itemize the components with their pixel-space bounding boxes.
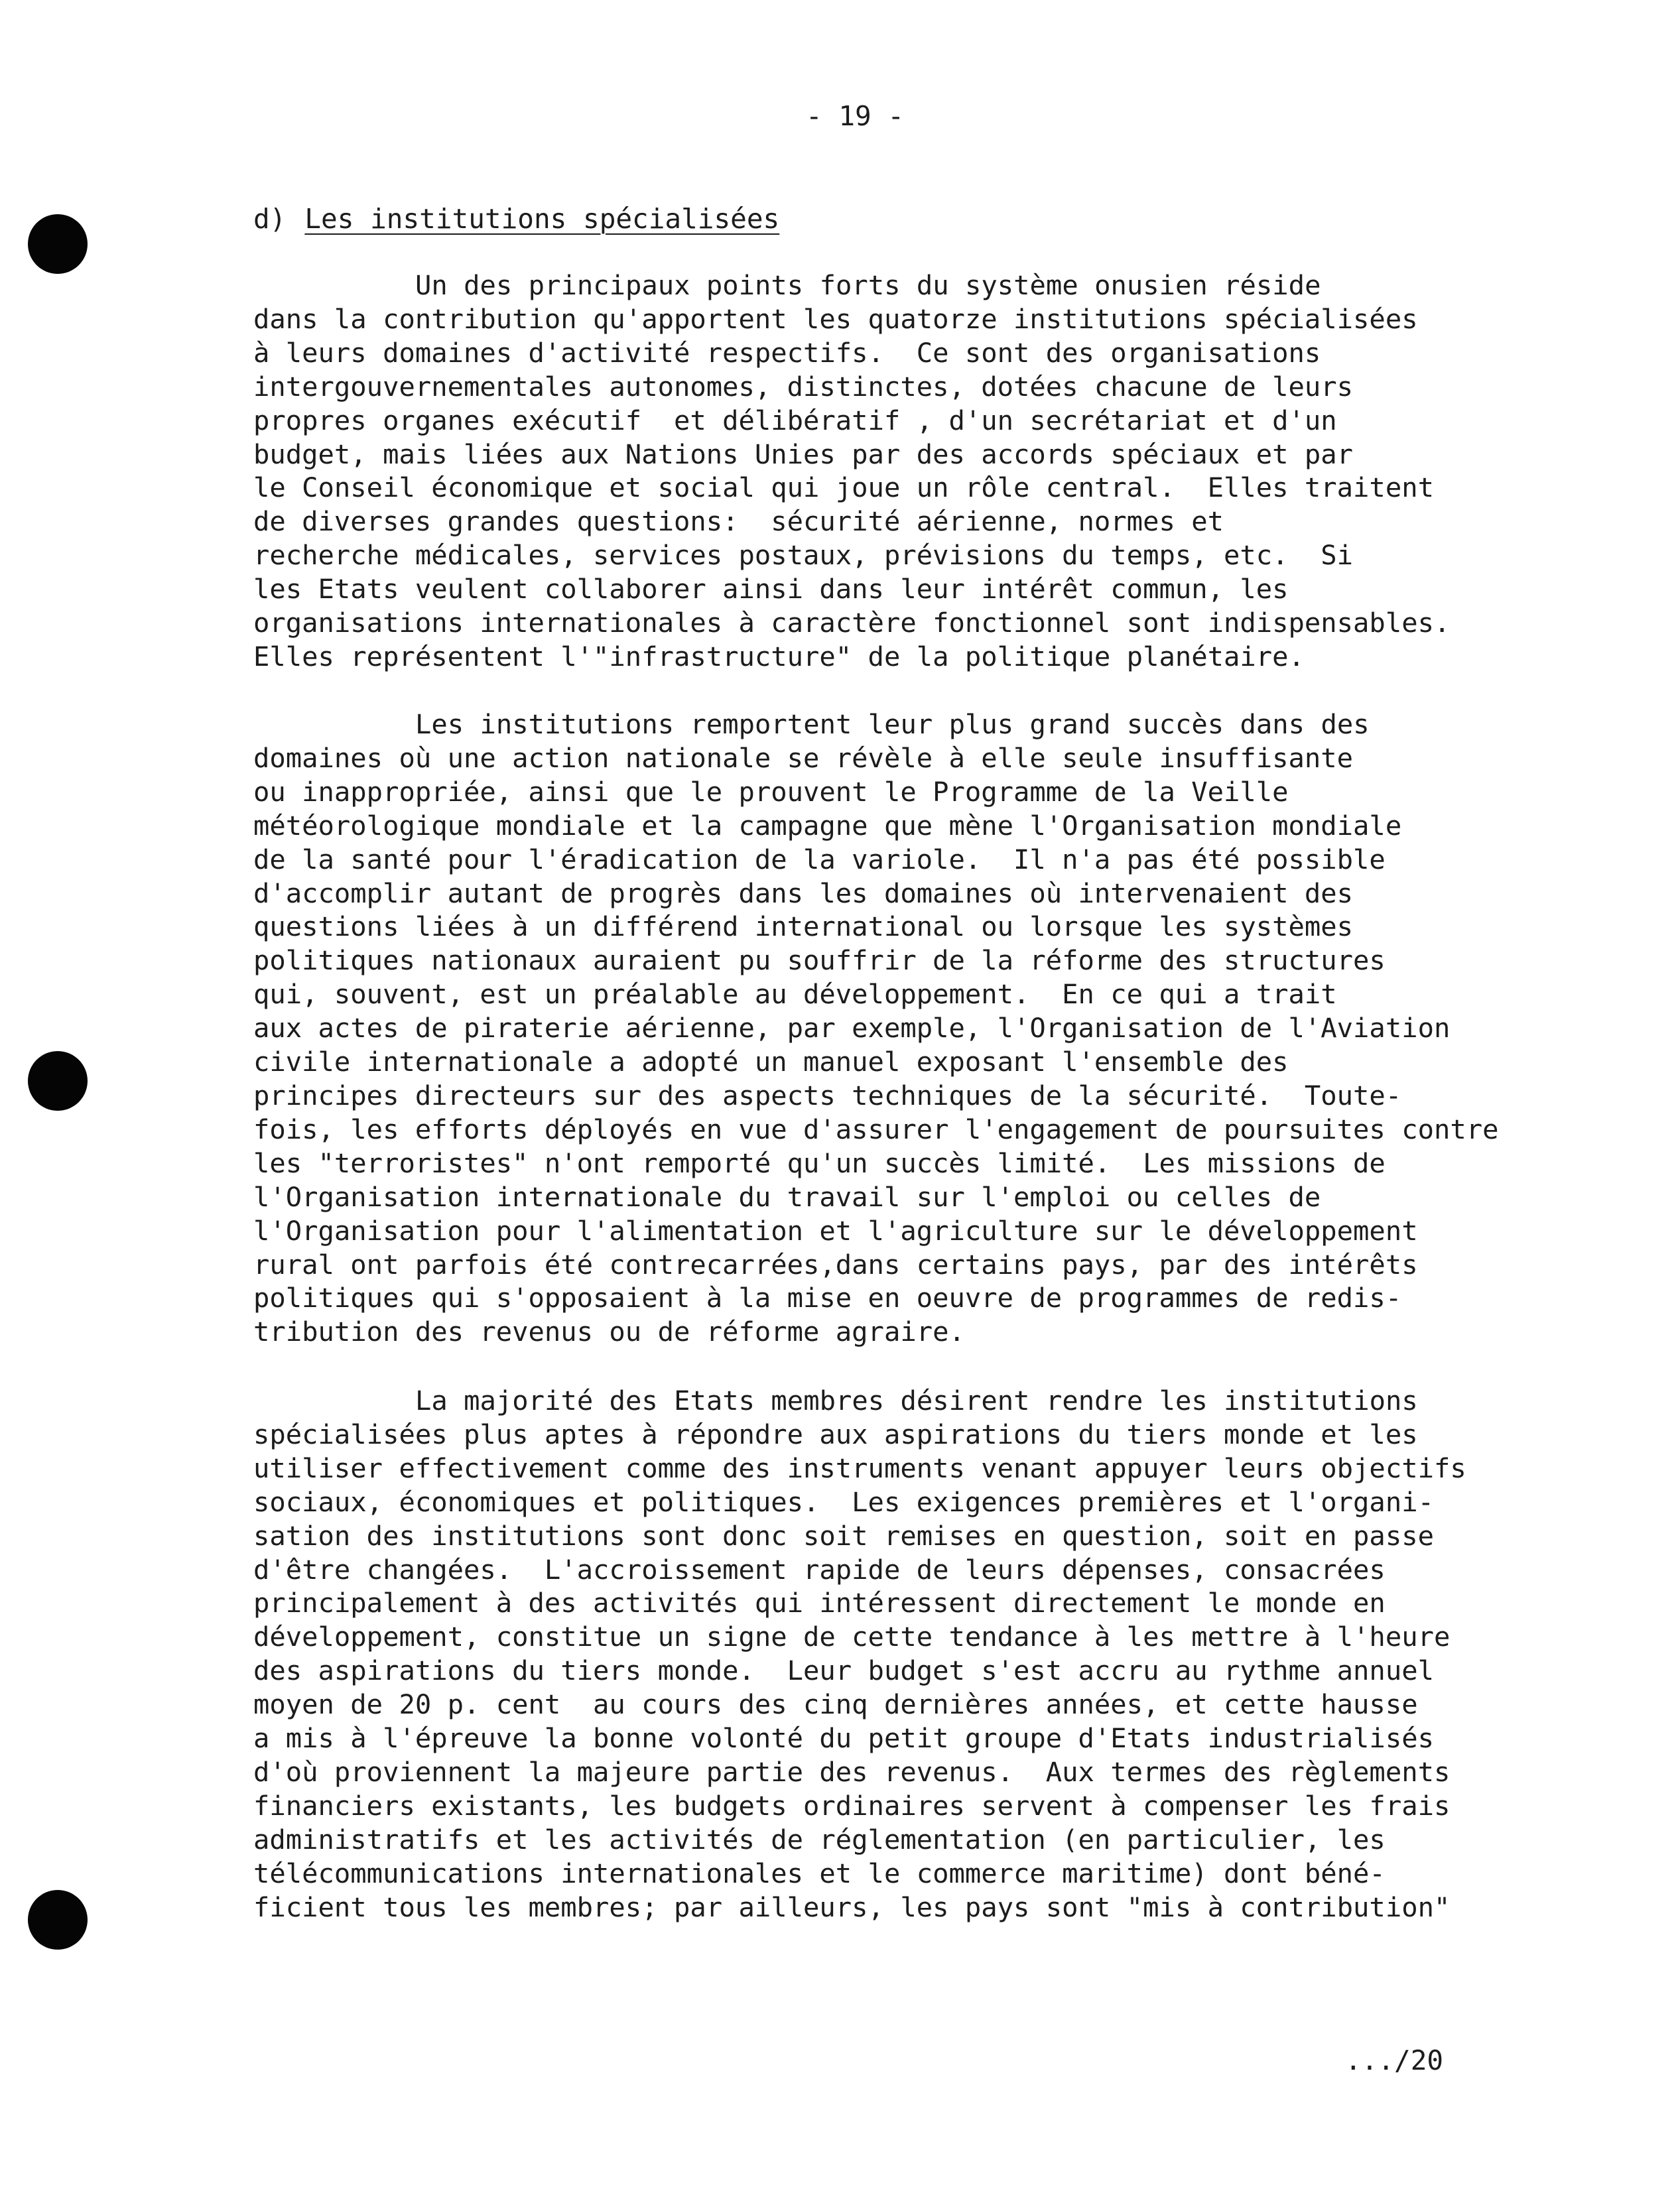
paragraph-2: [253, 708, 1553, 1349]
text-line: intergouvernementales autonomes, distinctes, dotées chacune de leurs: [253, 370, 1354, 403]
text-line: sation des institutions sont donc soit remises en question, soit en passe: [253, 1519, 1434, 1552]
text-line: budget, mais liées aux Nations Unies par des accords spéciaux et par: [253, 438, 1354, 470]
text-line: spécialisées plus aptes à répondre aux aspirations du tiers monde et les: [253, 1418, 1418, 1450]
text-line: d'accomplir autant de progrès dans les domaines où intervenaient des: [253, 877, 1354, 909]
text-line: ficient tous les membres; par ailleurs, les pays sont "mis à contribution": [253, 1891, 1451, 1923]
text-line: domaines où une action nationale se révèle à elle seule insuffisante: [253, 741, 1354, 774]
text-line: fois, les efforts déployés en vue d'assurer l'engagement de poursuites contre: [253, 1113, 1499, 1145]
text-line: ou inappropriée, ainsi que le prouvent le Programme de la Veille: [253, 775, 1289, 808]
text-line: Un des principaux points forts du système onusien réside: [415, 269, 1321, 301]
text-line: le Conseil économique et social qui joue un rôle central. Elles traitent: [253, 471, 1434, 504]
text-line: de diverses grandes questions: sécurité aérienne, normes et: [253, 505, 1224, 538]
text-line: principes directeurs sur des aspects techniques de la sécurité. Toute-: [253, 1079, 1402, 1111]
text-line: questions liées à un différend international ou lorsque les systèmes: [253, 910, 1354, 943]
text-line: d'où proviennent la majeure partie des revenus. Aux termes des règlements: [253, 1755, 1451, 1788]
text-line: les Etats veulent collaborer ainsi dans leur intérêt commun, les: [253, 573, 1289, 605]
punch-hole: [28, 1051, 88, 1111]
text-line: l'Organisation internationale du travail sur l'emploi ou celles de: [253, 1180, 1321, 1213]
text-line: développement, constitue un signe de cette tendance à les mettre à l'heure: [253, 1621, 1451, 1653]
text-line: météorologique mondiale et la campagne que mène l'Organisation mondiale: [253, 809, 1402, 842]
text-line: administratifs et les activités de réglementation (en particulier, les: [253, 1823, 1386, 1855]
text-line: propres organes exécutif et délibératif , d'un secrétariat et d'un: [253, 404, 1337, 436]
section-heading-title: Les institutions spécialisées: [304, 203, 780, 235]
text-line: politiques qui s'opposaient à la mise en oeuvre de programmes de redis-: [253, 1282, 1402, 1314]
text-line: moyen de 20 p. cent au cours des cinq dernières années, et cette hausse: [253, 1688, 1418, 1721]
text-line: civile internationale a adopté un manuel exposant l'ensemble des: [253, 1046, 1289, 1078]
text-line: qui, souvent, est un préalable au développement. En ce qui a trait: [253, 978, 1337, 1011]
text-line: sociaux, économiques et politiques. Les exigences premières et l'organi-: [253, 1485, 1434, 1518]
text-line: l'Organisation pour l'alimentation et l'agriculture sur le développement: [253, 1214, 1418, 1247]
text-line: politiques nationaux auraient pu souffrir de la réforme des structures: [253, 944, 1386, 977]
text-line: télécommunications internationales et le commerce maritime) dont béné-: [253, 1857, 1386, 1889]
text-line: Les institutions remportent leur plus grand succès dans des: [415, 708, 1370, 740]
text-line: a mis à l'épreuve la bonne volonté du petit groupe d'Etats industrialisés: [253, 1722, 1434, 1755]
text-line: rural ont parfois été contrecarrées,dans certains pays, par des intérêts: [253, 1248, 1418, 1281]
text-line: dans la contribution qu'apportent les quatorze institutions spécialisées: [253, 302, 1418, 335]
text-line: aux actes de piraterie aérienne, par exemple, l'Organisation de l'Aviation: [253, 1012, 1451, 1044]
text-line: d'être changées. L'accroissement rapide de leurs dépenses, consacrées: [253, 1553, 1386, 1586]
paragraph-3: [253, 1384, 1553, 1924]
text-line: La majorité des Etats membres désirent rendre les institutions: [415, 1385, 1418, 1416]
text-line: Elles représentent l'"infrastructure" de la politique planétaire.: [253, 640, 1305, 672]
continuation-marker: .../20: [1345, 2044, 1444, 2076]
page-number: - 19 -: [806, 100, 905, 132]
text-line: financiers existants, les budgets ordinaires servent à compenser les frais: [253, 1789, 1451, 1822]
text-line: principalement à des activités qui intéressent directement le monde en: [253, 1587, 1386, 1619]
text-line: utiliser effectivement comme des instruments venant appuyer leurs objectifs: [253, 1452, 1466, 1484]
section-heading: [253, 202, 1553, 235]
text-line: organisations internationales à caractère fonctionnel sont indispensables.: [253, 607, 1451, 639]
text-line: des aspirations du tiers monde. Leur budget s'est accru au rythme annuel: [253, 1655, 1434, 1687]
punch-hole: [28, 214, 88, 274]
text-line: les "terroristes" n'ont remporté qu'un succès limité. Les missions de: [253, 1147, 1386, 1179]
punch-hole: [28, 1890, 88, 1950]
text-line: de la santé pour l'éradication de la variole. Il n'a pas été possible: [253, 843, 1386, 875]
text-line: à leurs domaines d'activité respectifs. Ce sont des organisations: [253, 336, 1321, 369]
text-line: recherche médicales, services postaux, prévisions du temps, etc. Si: [253, 539, 1354, 572]
paragraph-1: [253, 269, 1553, 674]
section-heading-label: d): [253, 203, 287, 235]
text-line: tribution des revenus ou de réforme agraire.: [253, 1316, 965, 1348]
